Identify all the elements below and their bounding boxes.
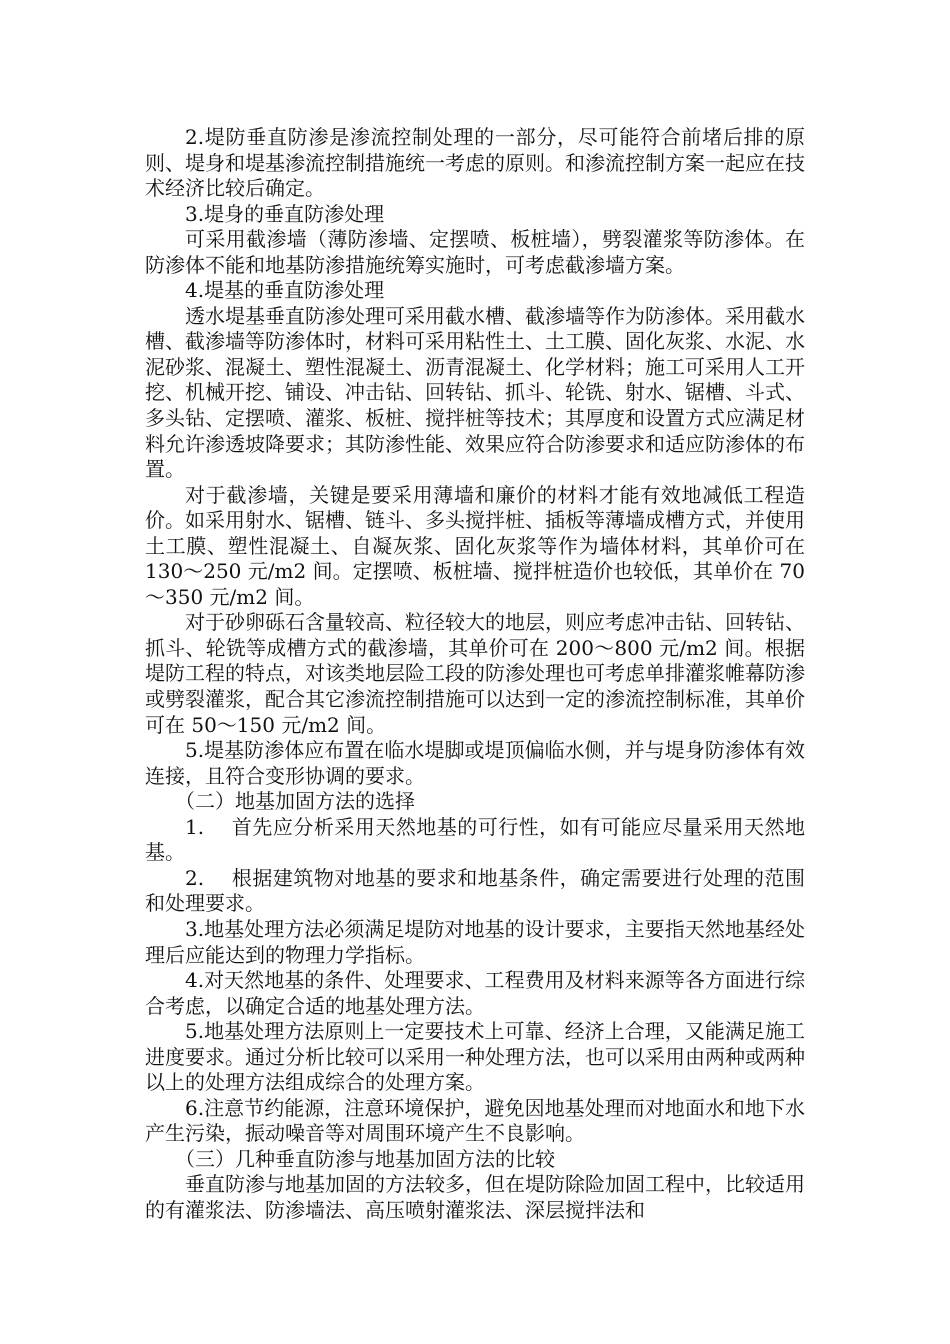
paragraph: 对于砂卵砾石含量较高、粒径较大的地层，则应考虑冲击钻、回转钻、抓斗、轮铣等成槽方式的截渗墙，其单价可在 200～800 元/m2 间。根据堤防工程的特点，对该类地层险工段的防渗处理也可考虑单排灌浆帷幕防渗或劈裂灌浆，配合其它渗流控制措施可以达到一定的渗流控制标准，其单价可在 50～150 元/m2 间。 [145, 610, 805, 737]
paragraph: 2.堤防垂直防渗是渗流控制处理的一部分，尽可能符合前堵后排的原则、堤身和堤基渗流控制措施统一考虑的原则。和渗流控制方案一起应在技术经济比较后确定。 [145, 125, 805, 201]
chapter-heading: （三）几种垂直防渗与地基加固方法的比较 [175, 1146, 555, 1171]
chapter-heading: （二）地基加固方法的选择 [175, 789, 415, 814]
paragraph: 2. 根据建筑物对地基的要求和地基条件，确定需要进行处理的范围和处理要求。 [145, 865, 805, 916]
paragraph: 3.地基处理方法必须满足堤防对地基的设计要求，主要指天然地基经处理后应能达到的物理力学指标。 [145, 916, 805, 967]
paragraph: 对于截渗墙，关键是要采用薄墙和廉价的材料才能有效地减低工程造价。如采用射水、锯槽、链斗、多头搅拌桩、插板等薄墙成槽方式，并使用土工膜、塑性混凝土、自凝灰浆、固化灰浆等作为墙体材料，其单价可在 130～250 元/m2 间。定摆喷、板桩墙、搅拌桩造价也较低，其单价在 70～350 元/m2 间。 [145, 482, 805, 609]
paragraph: 5.堤基防渗体应布置在临水堤脚或堤顶偏临水侧，并与堤身防渗体有效连接，且符合变形协调的要求。 [145, 738, 805, 788]
section-heading: 4.堤基的垂直防渗处理 [185, 278, 385, 303]
paragraph: 5.地基处理方法原则上一定要技术上可靠、经济上合理，又能满足施工进度要求。通过分析比较可以采用一种处理方法，也可以采用由两种或两种以上的处理方法组成综合的处理方案。 [145, 1019, 805, 1095]
paragraph: 垂直防渗与地基加固的方法较多，但在堤防除险加固工程中，比较适用的有灌浆法、防渗墙法、高压喷射灌浆法、深层搅拌法和 [145, 1172, 805, 1222]
paragraph: 6.注意节约能源，注意环境保护，避免因地基处理而对地面水和地下水产生污染，振动噪音等对周围环境产生不良影响。 [145, 1095, 805, 1146]
section-heading: 3.堤身的垂直防渗处理 [185, 201, 385, 226]
paragraph: 4.对天然地基的条件、处理要求、工程费用及材料来源等各方面进行综合考虑，以确定合适的地基处理方法。 [145, 968, 805, 1018]
document-body [145, 125, 805, 1224]
paragraph: 可采用截渗墙（薄防渗墙、定摆喷、板桩墙），劈裂灌浆等防渗体。在防渗体不能和地基防渗措施统筹实施时，可考虑截渗墙方案。 [145, 227, 805, 277]
paragraph: 1. 首先应分析采用天然地基的可行性，如有可能应尽量采用天然地基。 [145, 814, 805, 865]
paragraph: 透水堤基垂直防渗处理可采用截水槽、截渗墙等作为防渗体。采用截水槽、截渗墙等防渗体时，材料可采用粘性土、土工膜、固化灰浆、水泥、水泥砂浆、混凝土、塑性混凝土、沥青混凝土、化学材料；施工可采用人工开挖、机械开挖、铺设、冲击钻、回转钻、抓斗、轮铣、射水、锯槽、斗式、多头钻、定摆喷、灌浆、板桩、搅拌桩等技术；其厚度和设置方式应满足材料允许渗透坡降要求；其防渗性能、效果应符合防渗要求和适应防渗体的布置。 [145, 303, 805, 482]
